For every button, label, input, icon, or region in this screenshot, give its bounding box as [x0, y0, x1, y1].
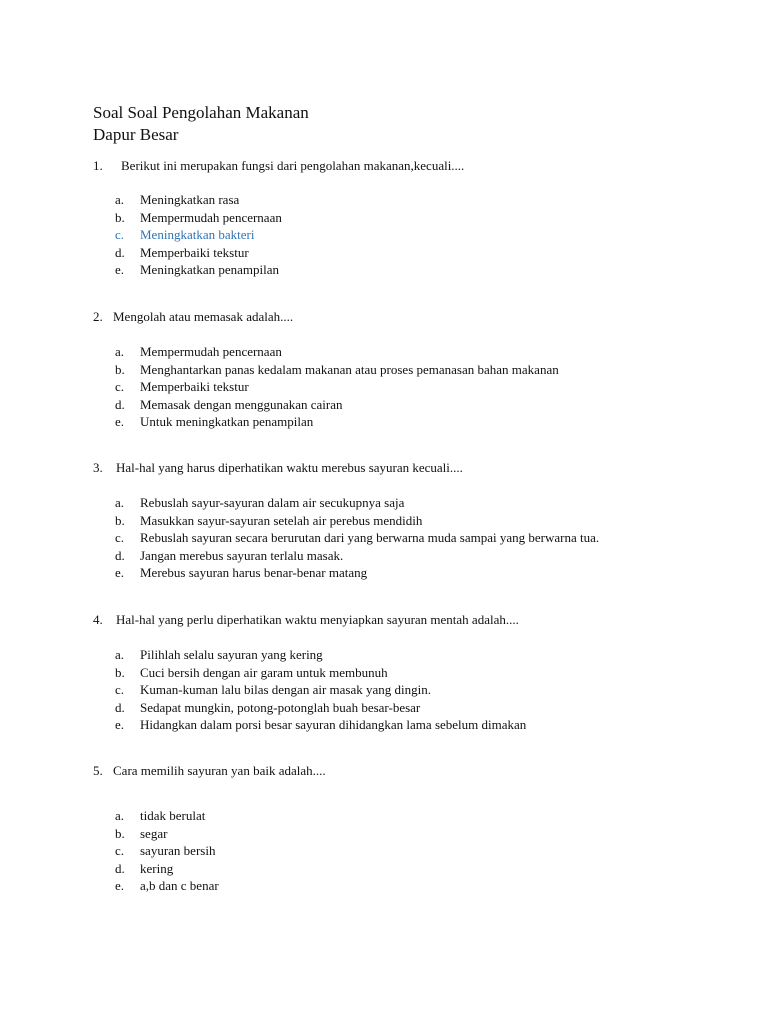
- option-letter: b.: [115, 825, 125, 841]
- title-line-1: Soal Soal Pengolahan Makanan: [93, 103, 309, 122]
- option-text: kering: [140, 860, 174, 876]
- option-letter: c.: [115, 843, 125, 858]
- option-letter: b.: [115, 209, 125, 225]
- option-letter: b.: [115, 361, 125, 377]
- option-letter: e.: [115, 717, 125, 732]
- option-text: tidak berulat: [140, 808, 206, 823]
- option-text: Cuci bersih dengan air garam untuk membunuh: [140, 664, 388, 680]
- option-d: [115, 396, 559, 414]
- option-letter: e.: [115, 414, 125, 429]
- option-text: Rebuslah sayuran secara berurutan dari yang berwarna muda sampai yang berwarna tua.: [140, 530, 600, 545]
- option-text: Meningkatkan penampilan: [140, 262, 279, 277]
- option-letter: d.: [115, 860, 125, 876]
- option-text: Meningkatkan bakteri: [140, 227, 255, 242]
- option-text: Mempermudah pencernaan: [140, 344, 282, 359]
- option-text: Menghantarkan panas kedalam makanan atau proses pemanasan bahan makanan: [140, 361, 559, 377]
- option-text: Merebus sayuran harus benar-benar matang: [140, 565, 368, 580]
- option-letter: c.: [115, 530, 125, 545]
- question-1-options: [115, 191, 282, 279]
- option-c: [115, 529, 599, 547]
- option-c-highlighted: [115, 226, 282, 244]
- option-d: [115, 547, 599, 565]
- option-text: Masukkan sayur-sayuran setelah air perebus mendidih: [140, 512, 423, 528]
- question-text: Mengolah atau memasak adalah....: [113, 309, 294, 324]
- option-text: Meningkatkan rasa: [140, 192, 240, 207]
- option-text: segar: [140, 825, 168, 841]
- option-letter: c.: [115, 227, 125, 242]
- question-text: Hal-hal yang harus diperhatikan waktu merebus sayuran kecuali....: [116, 460, 463, 475]
- question-number: 5.: [93, 763, 103, 778]
- question-text: Cara memilih sayuran yan baik adalah....: [113, 763, 326, 778]
- option-text: Memasak dengan menggunakan cairan: [140, 396, 343, 412]
- option-b: [115, 512, 599, 530]
- question-text: Hal-hal yang perlu diperhatikan waktu menyiapkan sayuran mentah adalah....: [116, 612, 519, 627]
- option-letter: b.: [115, 664, 125, 680]
- question-1: [93, 157, 464, 174]
- option-letter: a.: [115, 344, 125, 359]
- option-e: [115, 413, 559, 431]
- question-2: [93, 308, 293, 325]
- option-c: [115, 681, 526, 699]
- question-4-options: [115, 646, 526, 734]
- option-text: a,b dan c benar: [140, 878, 219, 893]
- option-letter: c.: [115, 379, 125, 394]
- question-number: 1.: [93, 158, 103, 173]
- document-title: [93, 102, 309, 146]
- question-text: Berikut ini merupakan fungsi dari pengolahan makanan,kecuali....: [121, 158, 465, 173]
- option-a: [115, 807, 219, 825]
- option-c: [115, 378, 559, 396]
- option-letter: a.: [115, 647, 125, 662]
- option-letter: b.: [115, 512, 125, 528]
- option-letter: a.: [115, 495, 125, 510]
- option-a: [115, 494, 599, 512]
- option-letter: a.: [115, 808, 125, 823]
- option-a: [115, 646, 526, 664]
- option-letter: d.: [115, 547, 125, 563]
- option-c: [115, 842, 219, 860]
- question-3-options: [115, 494, 599, 582]
- option-e: [115, 877, 219, 895]
- question-number: 3.: [93, 460, 103, 475]
- option-letter: e.: [115, 878, 125, 893]
- option-letter: c.: [115, 682, 125, 697]
- option-d: [115, 244, 282, 262]
- option-e: [115, 716, 526, 734]
- option-text: Mempermudah pencernaan: [140, 209, 282, 225]
- option-b: [115, 361, 559, 379]
- option-text: sayuran bersih: [140, 843, 216, 858]
- option-a: [115, 343, 559, 361]
- option-text: Rebuslah sayur-sayuran dalam air secukupnya saja: [140, 495, 405, 510]
- question-number: 2.: [93, 309, 103, 324]
- option-a: [115, 191, 282, 209]
- option-text: Sedapat mungkin, potong-potonglah buah besar-besar: [140, 699, 421, 715]
- option-e: [115, 564, 599, 582]
- question-number: 4.: [93, 612, 103, 627]
- option-text: Memperbaiki tekstur: [140, 379, 249, 394]
- option-text: Jangan merebus sayuran terlalu masak.: [140, 547, 344, 563]
- option-text: Pilihlah selalu sayuran yang kering: [140, 647, 323, 662]
- question-3: [93, 459, 463, 476]
- question-4: [93, 611, 519, 628]
- question-2-options: [115, 343, 559, 431]
- option-letter: e.: [115, 565, 125, 580]
- option-letter: e.: [115, 262, 125, 277]
- option-b: [115, 209, 282, 227]
- option-text: Hidangkan dalam porsi besar sayuran dihidangkan lama sebelum dimakan: [140, 717, 527, 732]
- question-5: [93, 762, 326, 779]
- option-e: [115, 261, 282, 279]
- question-5-options: [115, 807, 219, 895]
- option-letter: d.: [115, 699, 125, 715]
- option-letter: d.: [115, 244, 125, 260]
- option-letter: a.: [115, 192, 125, 207]
- option-text: Untuk meningkatkan penampilan: [140, 414, 314, 429]
- option-text: Kuman-kuman lalu bilas dengan air masak yang dingin.: [140, 682, 431, 697]
- option-d: [115, 699, 526, 717]
- option-b: [115, 664, 526, 682]
- title-line-2: Dapur Besar: [93, 125, 179, 144]
- option-d: [115, 860, 219, 878]
- option-text: Memperbaiki tekstur: [140, 244, 249, 260]
- option-letter: d.: [115, 396, 125, 412]
- option-b: [115, 825, 219, 843]
